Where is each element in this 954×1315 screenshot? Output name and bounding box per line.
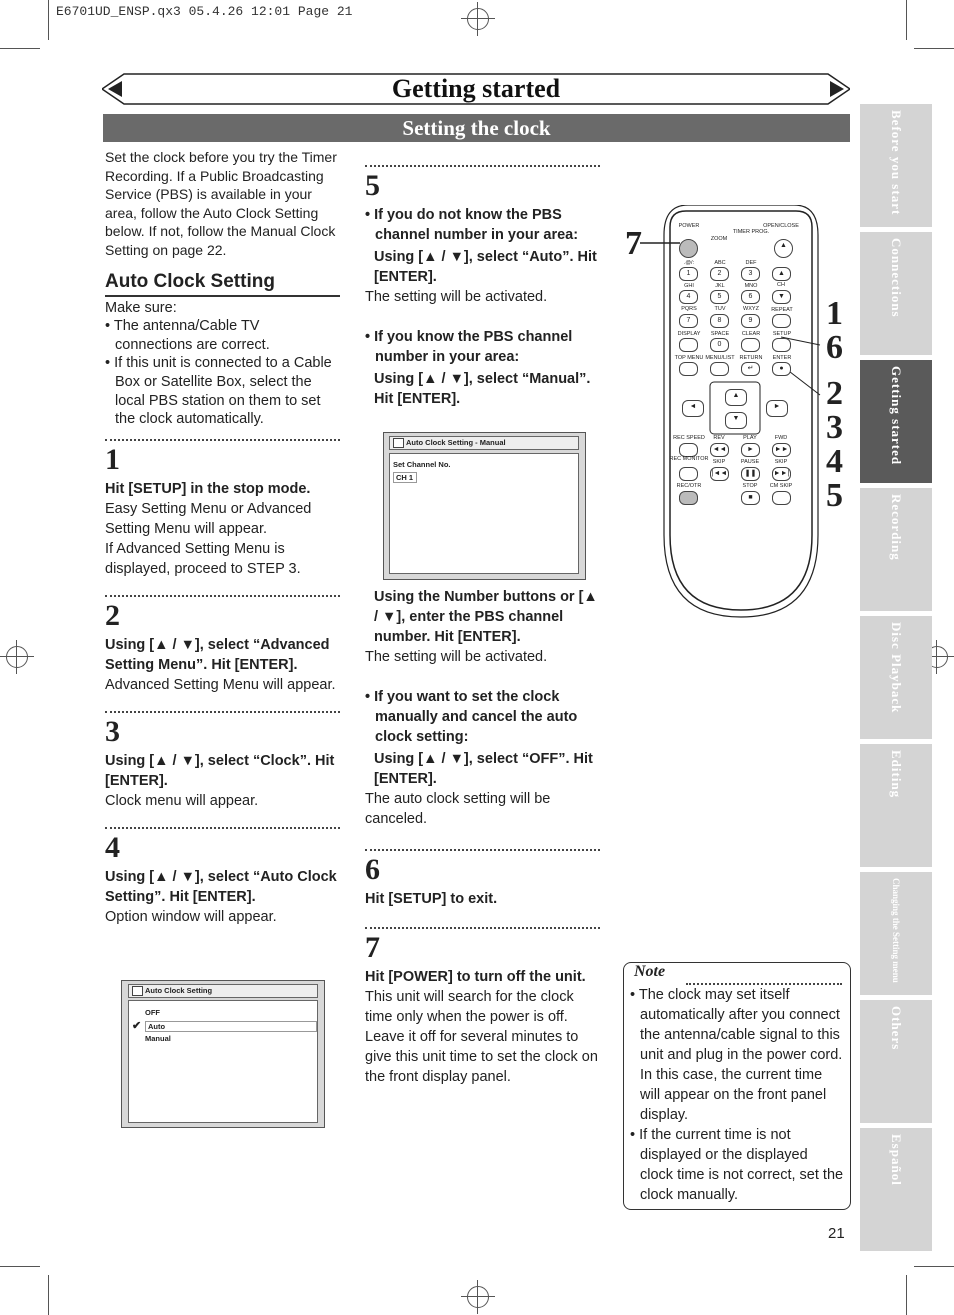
crop-mark [0, 1266, 40, 1267]
remote-label: DEF [745, 260, 757, 266]
remote-label: PAUSE [740, 459, 760, 465]
return-button[interactable]: ↵ [741, 362, 760, 376]
remote-label: CLEAR [741, 331, 761, 337]
callout-4: 4 [826, 443, 843, 480]
step-number: 5 [365, 169, 380, 202]
tab-recording[interactable]: Recording [860, 488, 932, 611]
note-bullet: • If the current time is not displayed or the displayed clock time is not correct, set the clock manually. [630, 1127, 844, 1203]
cm-skip-button[interactable] [772, 491, 791, 505]
remote-label: STOP [742, 483, 758, 489]
disc-icon [393, 438, 404, 448]
right-button[interactable]: ► [766, 400, 788, 417]
remote-label: GHI [684, 283, 694, 289]
step-divider [365, 849, 600, 851]
option-manual[interactable]: Manual [145, 1034, 171, 1043]
number-5-button[interactable]: 5 [710, 290, 729, 304]
tab-others[interactable]: Others [860, 1000, 932, 1123]
crop-mark [906, 0, 907, 40]
screen-body [389, 453, 579, 574]
tab-disc-playback[interactable]: Disc Playback [860, 616, 932, 739]
option-off[interactable]: OFF [145, 1008, 160, 1017]
clear-button[interactable] [741, 338, 760, 352]
remote-label: PLAY [743, 435, 757, 441]
option-auto[interactable]: Auto [145, 1021, 317, 1032]
number-6-button[interactable]: 6 [741, 290, 760, 304]
remote-label: REC MONITOR [669, 456, 709, 462]
remote-label: SKIP [712, 459, 726, 465]
repeat-button[interactable] [772, 314, 791, 328]
number-1-button[interactable]: 1 [679, 267, 698, 281]
remote-label: CM SKIP [769, 483, 793, 489]
step-number: 1 [105, 442, 120, 476]
callout-7: 7 [625, 225, 642, 262]
callout-5: 5 [826, 477, 843, 514]
intro-text: Set the clock before you try the Timer Recording. If a Public Broadcasting Service (PBS) is available in your area, follow the Auto Clock Setting below. If not, follow the Manual Clock Setting on page 22. [105, 149, 337, 258]
tab-changing-setting-menu[interactable]: Changing the Setting menu [860, 872, 932, 995]
remote-label: TIMER PROG. [732, 229, 770, 235]
remote-label: MENU/LIST [705, 355, 735, 361]
auto-clock-setting-screen [121, 980, 325, 1128]
step-number: 2 [105, 598, 120, 632]
step-instruction: Using [▲ / ▼], select “Clock”. Hit [ENTER]. [105, 752, 335, 789]
remote-label: OPEN/CLOSE [763, 223, 799, 229]
step-instruction: Using [▲ / ▼], select “OFF”. Hit [ENTER]. [374, 751, 593, 787]
tab-before-you-start[interactable]: Before you start [860, 104, 932, 227]
number-7-button[interactable]: 7 [679, 314, 698, 328]
fwd-button[interactable]: ►► [772, 443, 791, 457]
number-9-button[interactable]: 9 [741, 314, 760, 328]
up-button[interactable]: ▲ [725, 389, 747, 406]
step-divider [105, 439, 340, 441]
channel-value[interactable]: CH 1 [393, 472, 417, 483]
ch-down-button[interactable]: ▼ [772, 290, 791, 304]
left-button[interactable]: ◄ [682, 400, 704, 417]
remote-label: POWER [678, 223, 700, 229]
step-instruction: Using [▲ / ▼], select “Auto”. Hit [ENTER]. [374, 249, 597, 285]
step-result: Easy Setting Menu or Advanced Setting Menu will appear. [105, 500, 312, 537]
remote-control-illustration [600, 205, 855, 625]
registration-mark-bottom [461, 1280, 495, 1314]
step-instruction: Hit [SETUP] to exit. [365, 891, 498, 907]
down-button[interactable]: ▼ [725, 412, 747, 429]
skip-back-button[interactable]: |◄◄ [710, 467, 729, 481]
title-banner [102, 73, 850, 105]
tab-espanol[interactable]: Español [860, 1128, 932, 1251]
step-result: If Advanced Setting Menu is displayed, proceed to STEP 3. [105, 540, 301, 577]
disc-icon [132, 986, 143, 996]
remote-label: FWD [774, 435, 788, 441]
tab-editing[interactable]: Editing [860, 744, 932, 867]
rec-otr-button[interactable] [679, 491, 698, 505]
callout-3: 3 [826, 409, 843, 446]
step-divider [105, 827, 340, 829]
step-instruction: Hit [SETUP] in the stop mode. [105, 480, 311, 497]
top-menu-button[interactable] [679, 362, 698, 376]
play-button[interactable]: ► [741, 443, 760, 457]
screen-title-bar [389, 436, 579, 450]
step-number: 7 [365, 931, 380, 964]
step-result: Advanced Setting Menu will appear. [105, 676, 336, 693]
remote-label: CH [777, 282, 785, 288]
set-channel-label: Set Channel No. [393, 460, 451, 469]
callout-6: 6 [826, 329, 843, 366]
screen-title-bar [128, 984, 318, 998]
step-divider [105, 711, 340, 713]
note-title: Note [634, 963, 666, 980]
screen-title: Auto Clock Setting - Manual [406, 438, 506, 447]
menu-list-button[interactable] [710, 362, 729, 376]
tab-connections[interactable]: Connections [860, 232, 932, 355]
condition-heading: • If you do not know the PBS channel number in your area: [365, 207, 579, 243]
step-result: The auto clock setting will be canceled. [365, 791, 551, 827]
screen-body [128, 1000, 318, 1123]
condition-heading: • If you know the PBS channel number in your area: [365, 329, 573, 365]
step-number: 3 [105, 714, 120, 748]
remote-label: .@/: [683, 260, 695, 266]
step-divider [365, 927, 600, 929]
page-title: Getting started [391, 74, 561, 103]
prereq-bullet: • The antenna/Cable TV connections are correct. [105, 318, 270, 353]
remote-label: ZOOM [710, 236, 728, 242]
remote-label: REPEAT [771, 307, 793, 313]
step-instruction: Using [▲ / ▼], select “Auto Clock Setting”. Hit [ENTER]. [105, 868, 337, 905]
remote-label: DISPLAY [677, 331, 701, 337]
power-button[interactable] [679, 239, 698, 258]
remote-label: RETURN [739, 355, 763, 361]
number-0-button[interactable]: 0 [710, 338, 729, 352]
remote-label: SETUP [772, 331, 792, 337]
remote-label: JKL [715, 283, 725, 289]
step-result: Clock menu will appear. [105, 792, 259, 809]
rev-button[interactable]: ◄◄ [710, 443, 729, 457]
callout-2: 2 [826, 375, 843, 412]
rec-monitor-button[interactable] [679, 467, 698, 481]
manual-channel-screen [383, 432, 586, 580]
remote-label: REV [713, 435, 725, 441]
step-instruction: Using the Number buttons or [▲ / ▼], enter the PBS channel number. Hit [ENTER]. [374, 589, 598, 645]
step-divider [365, 165, 600, 167]
step-number: 6 [365, 853, 380, 886]
tab-getting-started[interactable]: Getting started [860, 360, 932, 483]
callout-1: 1 [826, 295, 843, 332]
note-bullet: • The clock may set itself automatically after you connect the antenna/cable signal to this unit and plug in the power cord. In this case, the current time will appear on the front panel display. [630, 987, 843, 1123]
setup-button[interactable] [772, 338, 791, 352]
ch-up-button[interactable]: ▲ [772, 267, 791, 281]
screen-title: Auto Clock Setting [145, 986, 213, 995]
skip-forward-button[interactable]: ►►| [772, 467, 791, 481]
open-close-button[interactable]: ▲ [774, 239, 793, 258]
registration-mark-left [0, 640, 34, 674]
crop-mark [48, 1275, 49, 1315]
crop-mark [914, 1266, 954, 1267]
check-icon: ✔ [132, 1020, 142, 1032]
step-divider [105, 595, 340, 597]
registration-mark-top [461, 2, 495, 36]
step-instruction: Using [▲ / ▼], select “Manual”. Hit [ENTER]. [374, 371, 591, 407]
middle-column-lower [365, 587, 600, 1087]
crop-mark [0, 48, 40, 49]
step-result: The setting will be activated. [365, 649, 548, 665]
middle-column [365, 160, 600, 409]
prereq-bullet: • If this unit is connected to a Cable Box or Satellite Box, select the local PBS station on them to set the clock automatically. [105, 355, 332, 428]
step-instruction: Hit [POWER] to turn off the unit. [365, 969, 586, 985]
auto-clock-heading: Auto Clock Setting [105, 272, 340, 297]
page-number: 21 [828, 1225, 845, 1242]
step-instruction: Using [▲ / ▼], select “Advanced Setting Menu”. Hit [ENTER]. [105, 636, 330, 673]
condition-heading: • If you want to set the clock manually and cancel the auto clock setting: [365, 689, 578, 745]
stop-button[interactable]: ■ [741, 491, 760, 505]
step-number: 4 [105, 830, 120, 864]
remote-label: REC SPEED [673, 435, 705, 441]
section-title: Setting the clock [103, 114, 850, 142]
number-2-button[interactable]: 2 [710, 267, 729, 281]
number-3-button[interactable]: 3 [741, 267, 760, 281]
display-button[interactable] [679, 338, 698, 352]
crop-mark [914, 48, 954, 49]
note-box [623, 962, 851, 1210]
remote-label: MNO [744, 283, 758, 289]
remote-label: TOP MENU [674, 355, 704, 361]
remote-label: ABC [714, 260, 726, 266]
number-8-button[interactable]: 8 [710, 314, 729, 328]
remote-label: ENTER [772, 355, 792, 361]
remote-label: TUV [714, 306, 726, 312]
step-result: The setting will be activated. [365, 289, 548, 305]
make-sure-text: Make sure: [105, 299, 177, 316]
step-result: This unit will search for the clock time only when the power is off. Leave it off for several minutes to give this unit time to set the clock on the front display panel. [365, 989, 598, 1085]
crop-mark [48, 0, 49, 40]
rec-speed-button[interactable] [679, 443, 698, 457]
note-body [630, 985, 844, 1205]
remote-label: WXYZ [743, 306, 759, 312]
remote-label: PQRS [681, 306, 697, 312]
pause-button[interactable]: ❚❚ [741, 467, 760, 481]
left-column [105, 148, 340, 927]
print-header: E6701UD_ENSP.qx3 05.4.26 12:01 Page 21 [56, 4, 353, 19]
enter-button[interactable]: ● [772, 362, 791, 376]
remote-label: SKIP [774, 459, 788, 465]
crop-mark [906, 1275, 907, 1315]
step-result: Option window will appear. [105, 908, 277, 925]
number-4-button[interactable]: 4 [679, 290, 698, 304]
remote-label: SPACE [710, 331, 730, 337]
remote-label: REC/OTR [676, 483, 702, 489]
